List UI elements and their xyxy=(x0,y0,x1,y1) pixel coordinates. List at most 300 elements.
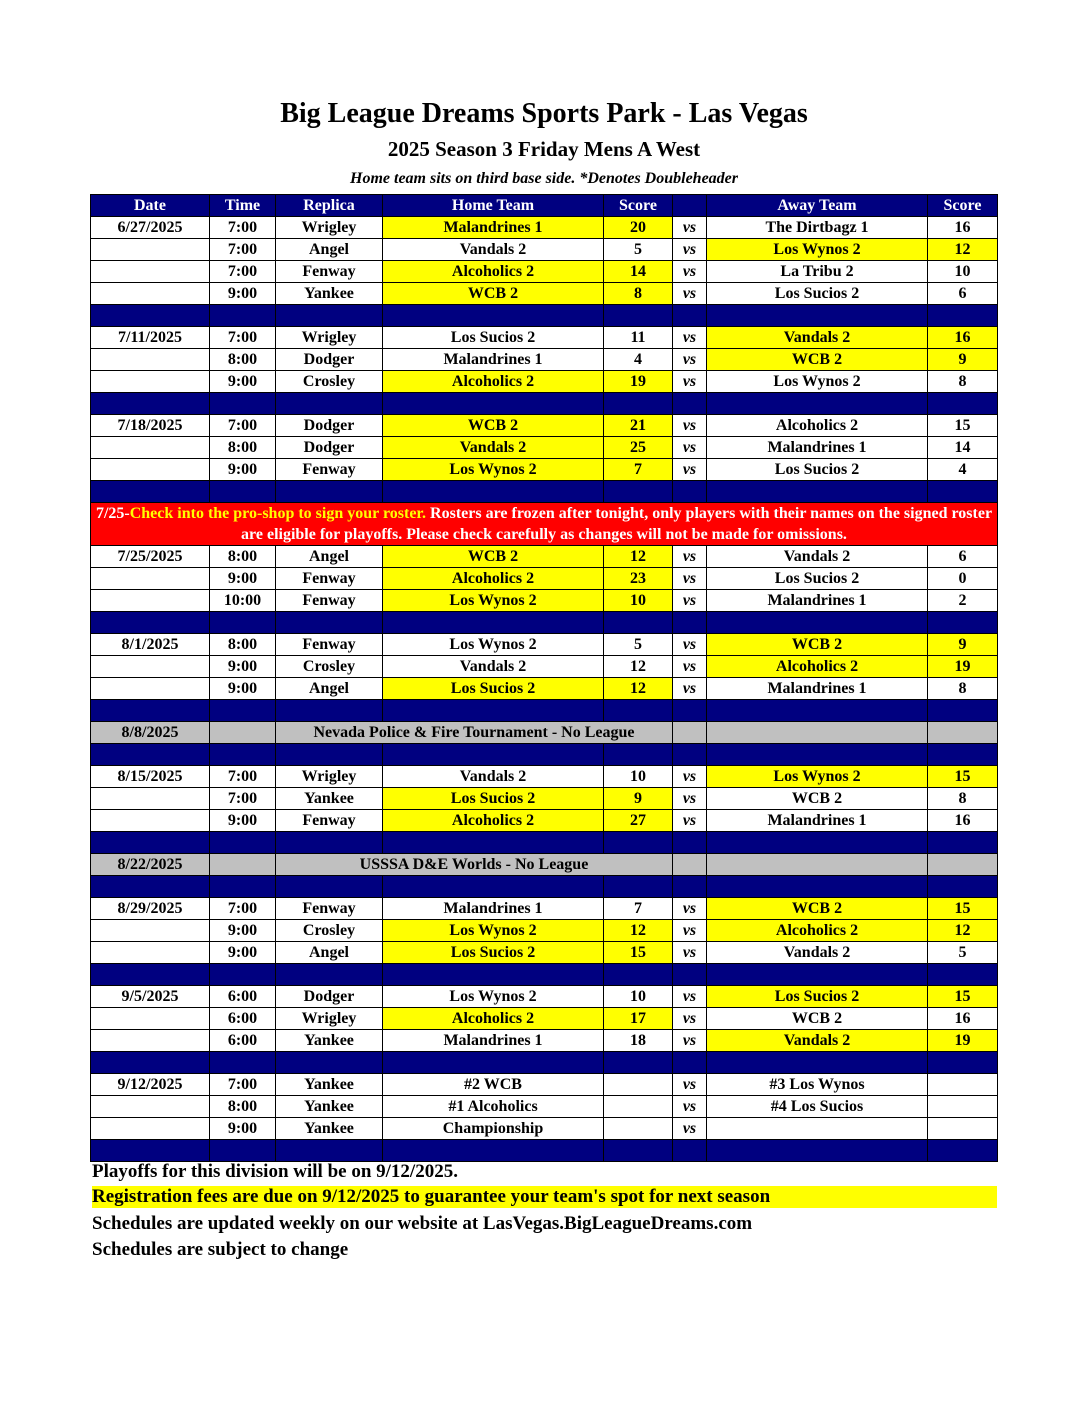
separator-cell xyxy=(707,744,928,766)
separator-cell xyxy=(276,876,383,898)
game-field: Angel xyxy=(276,942,383,964)
separator-cell xyxy=(383,744,604,766)
home-score xyxy=(604,1074,673,1096)
game-time: 7:00 xyxy=(210,261,276,283)
notice-date: 7/25- xyxy=(95,505,130,522)
separator-cell xyxy=(707,612,928,634)
away-team: WCB 2 xyxy=(707,788,928,810)
game-row xyxy=(91,920,998,942)
game-field: Fenway xyxy=(276,568,383,590)
away-team: Los Sucios 2 xyxy=(707,986,928,1008)
game-row xyxy=(91,788,998,810)
game-date xyxy=(91,656,210,678)
away-score: 10 xyxy=(928,261,998,283)
game-time: 8:00 xyxy=(210,437,276,459)
home-team: Alcoholics 2 xyxy=(383,568,604,590)
separator-row xyxy=(91,832,998,854)
away-team: Los Wynos 2 xyxy=(707,371,928,393)
away-score: 15 xyxy=(928,766,998,788)
game-date xyxy=(91,1096,210,1118)
game-time: 7:00 xyxy=(210,788,276,810)
separator-cell xyxy=(707,481,928,503)
separator-cell xyxy=(91,832,210,854)
game-field: Wrigley xyxy=(276,217,383,239)
home-score: 17 xyxy=(604,1008,673,1030)
game-time: 7:00 xyxy=(210,217,276,239)
game-row xyxy=(91,590,998,612)
col-header-time: Time xyxy=(210,195,276,217)
game-row xyxy=(91,283,998,305)
separator-cell xyxy=(928,1140,998,1162)
game-date: 7/25/2025 xyxy=(91,546,210,568)
separator-cell xyxy=(91,612,210,634)
home-team: Vandals 2 xyxy=(383,437,604,459)
game-date: 9/12/2025 xyxy=(91,1074,210,1096)
game-time: 9:00 xyxy=(210,942,276,964)
game-time: 8:00 xyxy=(210,546,276,568)
separator-cell xyxy=(276,305,383,327)
game-time: 9:00 xyxy=(210,1118,276,1140)
game-time: 9:00 xyxy=(210,656,276,678)
away-score: 12 xyxy=(928,920,998,942)
separator-cell xyxy=(604,700,673,722)
away-team: WCB 2 xyxy=(707,1008,928,1030)
game-row xyxy=(91,942,998,964)
game-row xyxy=(91,261,998,283)
game-field: Yankee xyxy=(276,1074,383,1096)
away-score: 0 xyxy=(928,568,998,590)
away-team: #3 Los Wynos xyxy=(707,1074,928,1096)
away-team: Vandals 2 xyxy=(707,327,928,349)
home-score: 12 xyxy=(604,678,673,700)
home-score: 5 xyxy=(604,634,673,656)
home-score: 7 xyxy=(604,459,673,481)
separator-cell xyxy=(210,876,276,898)
away-team: Alcoholics 2 xyxy=(707,656,928,678)
away-team: WCB 2 xyxy=(707,349,928,371)
away-score: 16 xyxy=(928,810,998,832)
event-text: Nevada Police & Fire Tournament - No League xyxy=(276,722,673,744)
separator-cell xyxy=(928,964,998,986)
home-score: 15 xyxy=(604,942,673,964)
notice-text: Rosters are frozen after tonight, only players with their names on the signed roster are eligible for playoffs. Please check carefully as changes will not be made for omissions. xyxy=(241,505,993,543)
home-team: #1 Alcoholics xyxy=(383,1096,604,1118)
game-field: Dodger xyxy=(276,415,383,437)
game-time: 7:00 xyxy=(210,1074,276,1096)
game-row xyxy=(91,327,998,349)
separator-cell xyxy=(604,876,673,898)
vs-label: vs xyxy=(673,283,707,305)
separator-cell xyxy=(383,305,604,327)
game-field: Yankee xyxy=(276,788,383,810)
event-blank xyxy=(707,854,928,876)
away-score: 4 xyxy=(928,459,998,481)
separator-cell xyxy=(210,305,276,327)
game-row xyxy=(91,986,998,1008)
vs-label: vs xyxy=(673,371,707,393)
game-field: Fenway xyxy=(276,898,383,920)
game-time: 9:00 xyxy=(210,920,276,942)
separator-cell xyxy=(928,481,998,503)
separator-cell xyxy=(604,964,673,986)
separator-cell xyxy=(383,612,604,634)
game-field: Dodger xyxy=(276,437,383,459)
away-team xyxy=(707,1118,928,1140)
notice-highlight: Check into the pro-shop to sign your roster. xyxy=(129,505,427,522)
no-league-row xyxy=(91,722,998,744)
away-score: 8 xyxy=(928,678,998,700)
home-score: 4 xyxy=(604,349,673,371)
game-time: 9:00 xyxy=(210,568,276,590)
col-header-away-team: Away Team xyxy=(707,195,928,217)
away-score: 8 xyxy=(928,371,998,393)
event-blank xyxy=(707,722,928,744)
roster-notice-row xyxy=(91,503,998,546)
separator-row xyxy=(91,393,998,415)
separator-cell xyxy=(604,393,673,415)
separator-cell xyxy=(673,481,707,503)
separator-row xyxy=(91,1052,998,1074)
game-field: Yankee xyxy=(276,1096,383,1118)
game-date: 8/15/2025 xyxy=(91,766,210,788)
vs-label: vs xyxy=(673,942,707,964)
separator-cell xyxy=(707,964,928,986)
game-time: 6:00 xyxy=(210,1008,276,1030)
roster-notice xyxy=(91,503,998,546)
separator-cell xyxy=(276,700,383,722)
game-field: Fenway xyxy=(276,634,383,656)
vs-label: vs xyxy=(673,986,707,1008)
vs-label: vs xyxy=(673,415,707,437)
separator-cell xyxy=(707,1140,928,1162)
away-score: 6 xyxy=(928,283,998,305)
game-row xyxy=(91,437,998,459)
vs-label: vs xyxy=(673,349,707,371)
vs-label: vs xyxy=(673,239,707,261)
home-score: 20 xyxy=(604,217,673,239)
game-field: Yankee xyxy=(276,1118,383,1140)
home-team: Vandals 2 xyxy=(383,766,604,788)
separator-cell xyxy=(91,1140,210,1162)
away-team: WCB 2 xyxy=(707,898,928,920)
separator-cell xyxy=(91,876,210,898)
home-score: 10 xyxy=(604,986,673,1008)
home-score xyxy=(604,1096,673,1118)
separator-cell xyxy=(673,700,707,722)
no-league-row xyxy=(91,854,998,876)
home-team: Alcoholics 2 xyxy=(383,371,604,393)
game-date xyxy=(91,568,210,590)
game-date xyxy=(91,283,210,305)
separator-cell xyxy=(673,964,707,986)
game-row xyxy=(91,634,998,656)
game-row xyxy=(91,898,998,920)
home-team: Malandrines 1 xyxy=(383,1030,604,1052)
game-field: Yankee xyxy=(276,1030,383,1052)
table-header-row xyxy=(91,195,998,217)
separator-cell xyxy=(276,393,383,415)
game-row xyxy=(91,239,998,261)
home-team: Malandrines 1 xyxy=(383,217,604,239)
home-score: 19 xyxy=(604,371,673,393)
page-note: Home team sits on third base side. *Denotes Doubleheader xyxy=(350,170,738,187)
game-row xyxy=(91,766,998,788)
away-score: 6 xyxy=(928,546,998,568)
separator-cell xyxy=(91,700,210,722)
home-team: #2 WCB xyxy=(383,1074,604,1096)
home-score: 7 xyxy=(604,898,673,920)
event-date: 8/22/2025 xyxy=(91,854,210,876)
vs-label: vs xyxy=(673,898,707,920)
game-time: 9:00 xyxy=(210,810,276,832)
game-date xyxy=(91,942,210,964)
separator-cell xyxy=(673,744,707,766)
away-team: Malandrines 1 xyxy=(707,590,928,612)
vs-label: vs xyxy=(673,1030,707,1052)
game-date xyxy=(91,349,210,371)
game-row xyxy=(91,568,998,590)
col-header-vs xyxy=(673,195,707,217)
home-team: Los Wynos 2 xyxy=(383,920,604,942)
game-date xyxy=(91,920,210,942)
away-team: Los Sucios 2 xyxy=(707,283,928,305)
separator-cell xyxy=(383,393,604,415)
game-date: 7/11/2025 xyxy=(91,327,210,349)
event-blank xyxy=(673,722,707,744)
separator-cell xyxy=(383,1140,604,1162)
home-team: Malandrines 1 xyxy=(383,898,604,920)
page-title: Big League Dreams Sports Park - Las Vegas xyxy=(280,98,808,129)
away-score: 19 xyxy=(928,656,998,678)
game-date xyxy=(91,1118,210,1140)
separator-cell xyxy=(210,393,276,415)
game-date: 8/1/2025 xyxy=(91,634,210,656)
game-time: 9:00 xyxy=(210,459,276,481)
vs-label: vs xyxy=(673,766,707,788)
game-field: Fenway xyxy=(276,459,383,481)
separator-cell xyxy=(673,832,707,854)
separator-row xyxy=(91,481,998,503)
game-field: Dodger xyxy=(276,349,383,371)
game-field: Fenway xyxy=(276,810,383,832)
home-team: Los Wynos 2 xyxy=(383,986,604,1008)
game-row xyxy=(91,1118,998,1140)
home-team: Los Wynos 2 xyxy=(383,634,604,656)
away-score: 8 xyxy=(928,788,998,810)
game-row xyxy=(91,678,998,700)
game-date xyxy=(91,810,210,832)
home-team: WCB 2 xyxy=(383,283,604,305)
schedule-table xyxy=(90,194,998,1162)
game-field: Crosley xyxy=(276,371,383,393)
separator-row xyxy=(91,305,998,327)
home-team: WCB 2 xyxy=(383,546,604,568)
home-score: 23 xyxy=(604,568,673,590)
game-time: 8:00 xyxy=(210,349,276,371)
separator-cell xyxy=(604,481,673,503)
home-team: Vandals 2 xyxy=(383,656,604,678)
game-field: Angel xyxy=(276,546,383,568)
game-row xyxy=(91,217,998,239)
separator-cell xyxy=(604,305,673,327)
game-time: 9:00 xyxy=(210,371,276,393)
home-score: 12 xyxy=(604,920,673,942)
game-field: Yankee xyxy=(276,283,383,305)
home-team: Los Sucios 2 xyxy=(383,942,604,964)
game-time: 6:00 xyxy=(210,1030,276,1052)
away-score: 9 xyxy=(928,634,998,656)
away-score xyxy=(928,1074,998,1096)
game-field: Fenway xyxy=(276,261,383,283)
away-team: La Tribu 2 xyxy=(707,261,928,283)
separator-cell xyxy=(210,700,276,722)
separator-cell xyxy=(210,481,276,503)
game-time: 7:00 xyxy=(210,766,276,788)
separator-cell xyxy=(210,1052,276,1074)
col-header-home-team: Home Team xyxy=(383,195,604,217)
home-team: Los Wynos 2 xyxy=(383,590,604,612)
away-score: 5 xyxy=(928,942,998,964)
separator-cell xyxy=(928,305,998,327)
game-field: Fenway xyxy=(276,590,383,612)
separator-cell xyxy=(673,1052,707,1074)
game-field: Crosley xyxy=(276,656,383,678)
game-row xyxy=(91,459,998,481)
game-date: 7/18/2025 xyxy=(91,415,210,437)
game-time: 9:00 xyxy=(210,283,276,305)
game-time: 6:00 xyxy=(210,986,276,1008)
separator-row xyxy=(91,876,998,898)
game-field: Wrigley xyxy=(276,1008,383,1030)
vs-label: vs xyxy=(673,217,707,239)
away-team: Vandals 2 xyxy=(707,1030,928,1052)
away-team: Malandrines 1 xyxy=(707,678,928,700)
vs-label: vs xyxy=(673,678,707,700)
game-date xyxy=(91,459,210,481)
game-time: 8:00 xyxy=(210,634,276,656)
home-team: Malandrines 1 xyxy=(383,349,604,371)
separator-cell xyxy=(673,393,707,415)
vs-label: vs xyxy=(673,261,707,283)
home-score: 10 xyxy=(604,766,673,788)
game-date xyxy=(91,590,210,612)
game-field: Angel xyxy=(276,239,383,261)
footer-playoffs: Playoffs for this division will be on 9/12/2025. xyxy=(92,1161,458,1182)
separator-cell xyxy=(276,744,383,766)
separator-cell xyxy=(928,612,998,634)
away-score: 16 xyxy=(928,327,998,349)
separator-cell xyxy=(383,876,604,898)
separator-cell xyxy=(276,612,383,634)
away-team: Los Wynos 2 xyxy=(707,239,928,261)
vs-label: vs xyxy=(673,590,707,612)
game-date: 8/29/2025 xyxy=(91,898,210,920)
game-row xyxy=(91,546,998,568)
separator-cell xyxy=(604,832,673,854)
separator-cell xyxy=(928,700,998,722)
away-score xyxy=(928,1096,998,1118)
home-score: 14 xyxy=(604,261,673,283)
game-date: 6/27/2025 xyxy=(91,217,210,239)
away-score: 9 xyxy=(928,349,998,371)
separator-cell xyxy=(673,305,707,327)
game-row xyxy=(91,1008,998,1030)
game-row xyxy=(91,1030,998,1052)
footer-registration: Registration fees are due on 9/12/2025 to guarantee your team's spot for next season xyxy=(92,1186,997,1208)
separator-cell xyxy=(604,1052,673,1074)
footer-disclaimer: Schedules are subject to change xyxy=(92,1239,349,1260)
separator-cell xyxy=(383,1052,604,1074)
game-date xyxy=(91,788,210,810)
separator-cell xyxy=(276,481,383,503)
game-row xyxy=(91,656,998,678)
separator-cell xyxy=(210,612,276,634)
away-score: 16 xyxy=(928,217,998,239)
vs-label: vs xyxy=(673,1008,707,1030)
game-time: 7:00 xyxy=(210,898,276,920)
game-time: 9:00 xyxy=(210,678,276,700)
away-score: 14 xyxy=(928,437,998,459)
away-score: 19 xyxy=(928,1030,998,1052)
game-field: Wrigley xyxy=(276,327,383,349)
separator-cell xyxy=(707,393,928,415)
separator-cell xyxy=(604,744,673,766)
col-header-home-score: Score xyxy=(604,195,673,217)
col-header-away-score: Score xyxy=(928,195,998,217)
separator-cell xyxy=(383,700,604,722)
separator-cell xyxy=(928,876,998,898)
vs-label: vs xyxy=(673,327,707,349)
vs-label: vs xyxy=(673,1096,707,1118)
event-blank xyxy=(673,854,707,876)
separator-cell xyxy=(91,481,210,503)
home-team: Alcoholics 2 xyxy=(383,261,604,283)
away-score: 12 xyxy=(928,239,998,261)
away-team: Los Sucios 2 xyxy=(707,459,928,481)
game-date xyxy=(91,1030,210,1052)
home-team: Vandals 2 xyxy=(383,239,604,261)
away-team: Vandals 2 xyxy=(707,942,928,964)
home-score: 11 xyxy=(604,327,673,349)
separator-cell xyxy=(276,964,383,986)
game-row xyxy=(91,415,998,437)
game-field: Dodger xyxy=(276,986,383,1008)
separator-row xyxy=(91,744,998,766)
game-time: 10:00 xyxy=(210,590,276,612)
separator-cell xyxy=(276,1052,383,1074)
vs-label: vs xyxy=(673,546,707,568)
vs-label: vs xyxy=(673,920,707,942)
separator-cell xyxy=(673,612,707,634)
page-subtitle: 2025 Season 3 Friday Mens A West xyxy=(387,137,701,161)
event-blank xyxy=(928,854,998,876)
away-score: 16 xyxy=(928,1008,998,1030)
game-time: 7:00 xyxy=(210,415,276,437)
separator-cell xyxy=(928,832,998,854)
away-score: 15 xyxy=(928,898,998,920)
vs-label: vs xyxy=(673,437,707,459)
away-team: Los Wynos 2 xyxy=(707,766,928,788)
game-field: Angel xyxy=(276,678,383,700)
game-row xyxy=(91,1074,998,1096)
separator-cell xyxy=(604,612,673,634)
separator-cell xyxy=(707,700,928,722)
vs-label: vs xyxy=(673,568,707,590)
home-team: Championship xyxy=(383,1118,604,1140)
separator-cell xyxy=(707,1052,928,1074)
separator-row xyxy=(91,612,998,634)
away-team: Alcoholics 2 xyxy=(707,920,928,942)
